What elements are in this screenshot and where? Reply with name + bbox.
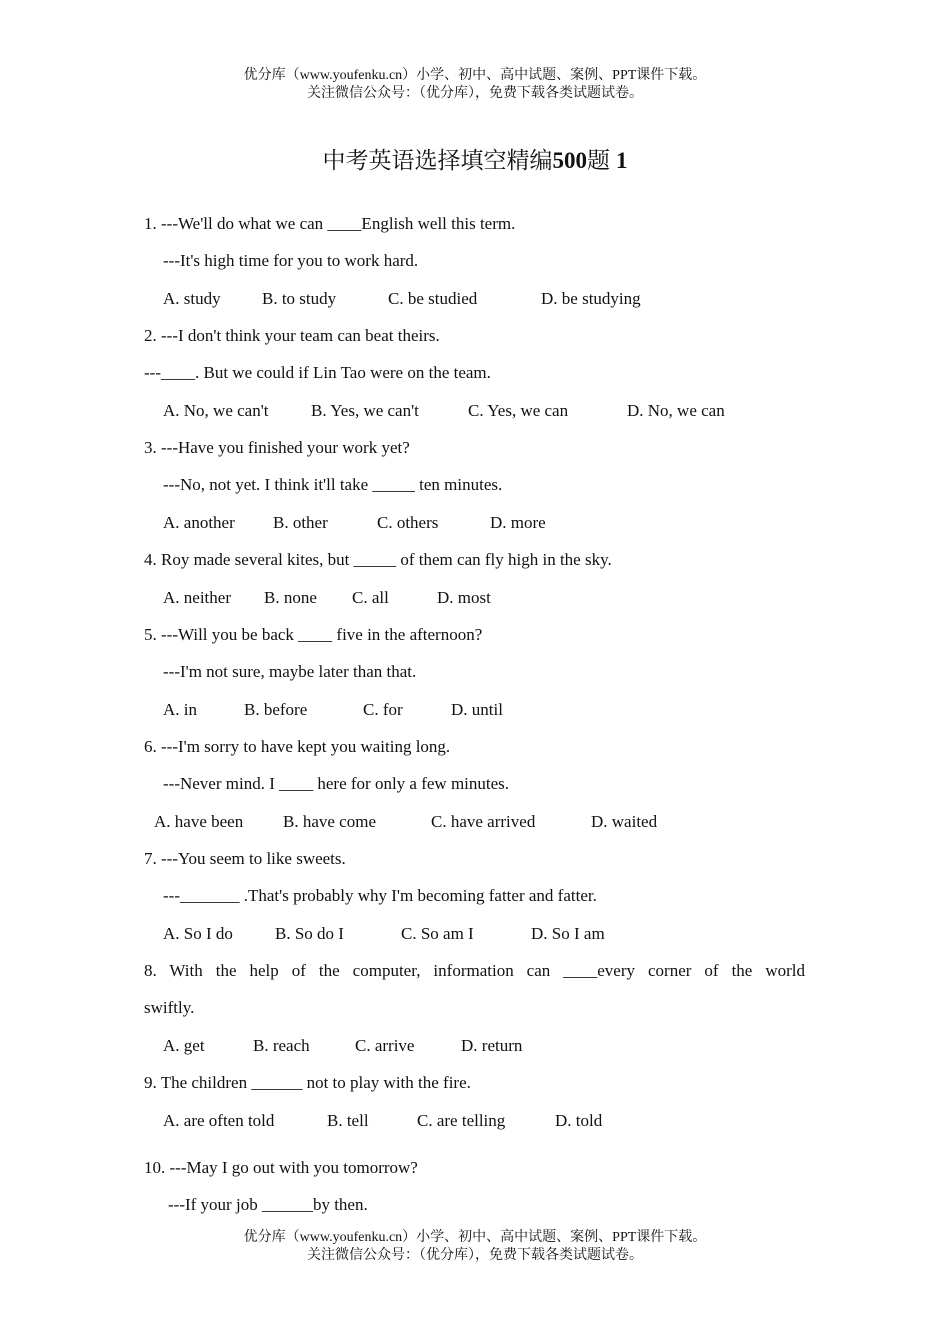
footer-line-2: 关注微信公众号：（优分库），免费下载各类试题试卷。: [307, 1248, 643, 1263]
option-b[interactable]: B. have come: [283, 812, 376, 831]
title-prefix: 中考英语选择填空精编: [322, 148, 553, 173]
title-number: 500: [552, 148, 587, 173]
question-10-stem: 10. ---May I go out with you tomorrow?: [144, 1158, 418, 1177]
question-2-reply: ---____. But we could if Lin Tao were on the team.: [144, 363, 491, 382]
title-index: 1: [616, 148, 628, 173]
title-suffix: 题: [587, 148, 610, 173]
question-8-stem: 8. With the help of the computer, information can ____every corner of the world: [144, 961, 805, 980]
option-d[interactable]: D. more: [490, 513, 546, 532]
question-3-options: [0, 512, 950, 534]
question-5-stem: 5. ---Will you be back ____ five in the afternoon?: [144, 625, 483, 644]
option-a[interactable]: A. get: [163, 1036, 205, 1055]
question-9-options: [0, 1110, 950, 1132]
option-c[interactable]: C. all: [352, 588, 389, 607]
question-3-reply: ---No, not yet. I think it'll take _____ ten minutes.: [163, 475, 503, 494]
option-a[interactable]: A. another: [163, 513, 235, 532]
question-2-options: [0, 400, 950, 422]
option-c[interactable]: C. arrive: [355, 1036, 415, 1055]
option-c[interactable]: C. Yes, we can: [468, 401, 569, 420]
question-8-stem-continued: swiftly.: [144, 998, 195, 1017]
page-footer: [0, 1229, 950, 1265]
option-c[interactable]: C. So am I: [401, 924, 474, 943]
header-line-1: 优分库（www.youfenku.cn）小学、初中、高中试题、案例、PPT课件下载。: [243, 68, 707, 83]
option-b[interactable]: B. tell: [327, 1111, 369, 1130]
option-a[interactable]: A. are often told: [163, 1111, 275, 1130]
option-d[interactable]: D. waited: [591, 812, 658, 831]
option-b[interactable]: B. before: [244, 700, 308, 719]
question-10-reply: ---If your job ______by then.: [168, 1195, 368, 1214]
option-d[interactable]: D. So I am: [531, 924, 605, 943]
question-4-options: [0, 587, 950, 609]
option-c[interactable]: C. have arrived: [431, 812, 536, 831]
option-d[interactable]: D. told: [555, 1111, 603, 1130]
option-b[interactable]: B. reach: [253, 1036, 310, 1055]
option-b[interactable]: B. to study: [262, 289, 337, 308]
question-1-stem: 1. ---We'll do what we can ____English well this term.: [144, 214, 516, 233]
question-5-reply: ---I'm not sure, maybe later than that.: [163, 662, 417, 681]
question-6-options: [0, 811, 950, 833]
question-4-stem: 4. Roy made several kites, but _____ of them can fly high in the sky.: [144, 550, 612, 569]
question-5-options: [0, 699, 950, 721]
option-d[interactable]: D. return: [461, 1036, 523, 1055]
option-d[interactable]: D. most: [437, 588, 491, 607]
page-header: [0, 67, 950, 103]
question-1-options: [0, 288, 950, 310]
option-b[interactable]: B. none: [264, 588, 317, 607]
option-d[interactable]: D. until: [451, 700, 503, 719]
option-a[interactable]: A. neither: [163, 588, 231, 607]
question-1-reply: ---It's high time for you to work hard.: [163, 251, 419, 270]
question-6-reply: ---Never mind. I ____ here for only a few minutes.: [163, 774, 510, 793]
option-b[interactable]: B. So do I: [275, 924, 344, 943]
page-title: [0, 146, 950, 176]
question-7-stem: 7. ---You seem to like sweets.: [144, 849, 346, 868]
option-c[interactable]: C. others: [377, 513, 439, 532]
option-d[interactable]: D. be studying: [541, 289, 641, 308]
header-line-2: 关注微信公众号：（优分库），免费下载各类试题试卷。: [307, 86, 643, 101]
option-b[interactable]: B. other: [273, 513, 328, 532]
question-2-stem: 2. ---I don't think your team can beat theirs.: [144, 326, 440, 345]
question-7-reply: ---_______ .That's probably why I'm becoming fatter and fatter.: [163, 886, 597, 905]
option-a[interactable]: A. in: [163, 700, 197, 719]
option-a[interactable]: A. have been: [154, 812, 244, 831]
option-b[interactable]: B. Yes, we can't: [311, 401, 419, 420]
question-3-stem: 3. ---Have you finished your work yet?: [144, 438, 410, 457]
option-c[interactable]: C. be studied: [388, 289, 478, 308]
question-8-options: [0, 1035, 950, 1057]
question-6-stem: 6. ---I'm sorry to have kept you waiting long.: [144, 737, 451, 756]
option-a[interactable]: A. No, we can't: [163, 401, 269, 420]
question-7-options: [0, 923, 950, 945]
option-c[interactable]: C. for: [363, 700, 403, 719]
option-a[interactable]: A. study: [163, 289, 221, 308]
option-c[interactable]: C. are telling: [417, 1111, 506, 1130]
footer-line-1: 优分库（www.youfenku.cn）小学、初中、高中试题、案例、PPT课件下载。: [243, 1230, 707, 1245]
option-d[interactable]: D. No, we can: [627, 401, 725, 420]
question-9-stem: 9. The children ______ not to play with the fire.: [144, 1073, 471, 1092]
option-a[interactable]: A. So I do: [163, 924, 233, 943]
